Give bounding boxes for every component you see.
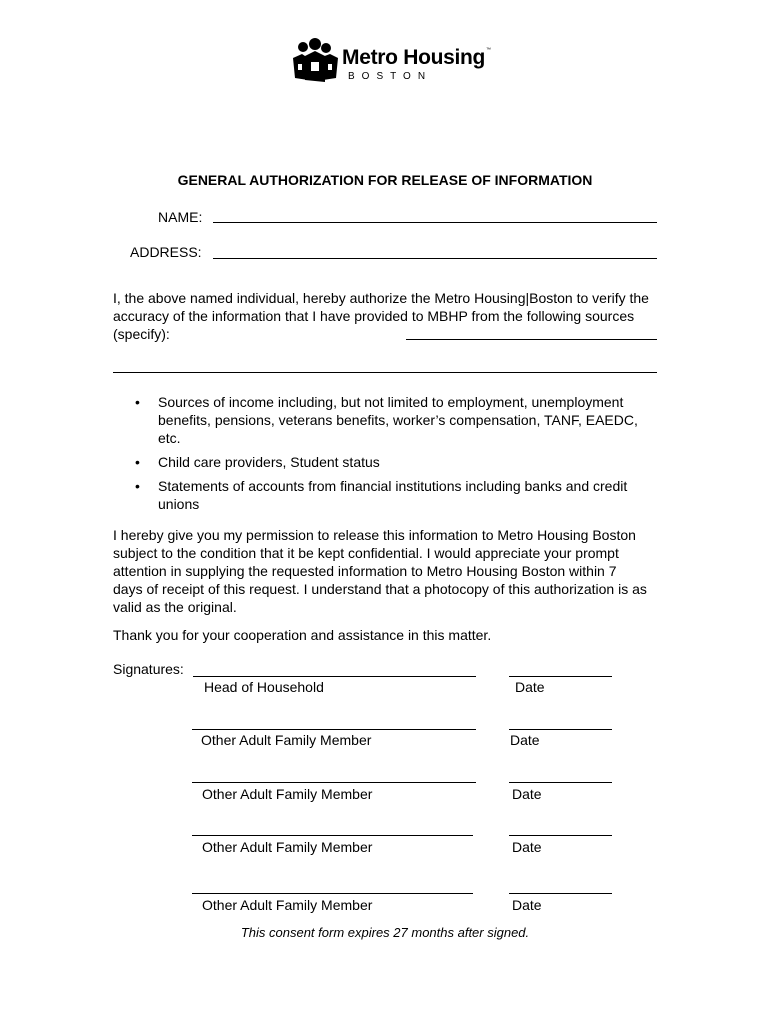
date-line[interactable]: [509, 893, 612, 894]
date-line[interactable]: [509, 729, 612, 730]
date-line[interactable]: [509, 835, 612, 836]
date-line[interactable]: [509, 676, 612, 677]
metro-housing-logo: [290, 38, 500, 88]
signature-role-label: Other Adult Family Member: [202, 897, 373, 913]
date-label: Date: [512, 839, 542, 855]
family-figures-logo-icon: [290, 38, 340, 84]
logo-city: BOSTON: [348, 71, 433, 82]
date-label: Date: [515, 679, 545, 695]
sources-specify-line-2[interactable]: [113, 372, 657, 373]
expiration-note: This consent form expires 27 months after signed.: [240, 925, 530, 940]
signature-role-label: Other Adult Family Member: [202, 839, 373, 855]
sources-list: [130, 393, 650, 519]
list-item-text: Statements of accounts from financial institutions including banks and credit unions: [158, 478, 628, 512]
name-field-line[interactable]: [213, 222, 657, 223]
signature-role-label: Other Adult Family Member: [202, 786, 373, 802]
list-item-text: Child care providers, Student status: [158, 454, 380, 470]
logo-wordmark: Metro Housing: [342, 46, 486, 69]
date-label: Date: [510, 732, 540, 748]
list-item: [130, 393, 650, 447]
signature-line[interactable]: [192, 893, 473, 894]
logo-trademark: ™: [486, 47, 491, 53]
address-field-line[interactable]: [213, 258, 657, 259]
form-title: GENERAL AUTHORIZATION FOR RELEASE OF INFORMATION: [177, 172, 593, 188]
signature-line[interactable]: [192, 835, 473, 836]
signature-line[interactable]: [192, 782, 476, 783]
date-label: Date: [512, 897, 542, 913]
address-label: ADDRESS:: [130, 244, 202, 260]
bullet-glyph: •: [135, 478, 140, 494]
list-item: [130, 453, 650, 471]
thanks-paragraph: Thank you for your cooperation and assistance in this matter.: [113, 627, 492, 643]
bullet-glyph: •: [135, 394, 140, 410]
date-label: Date: [512, 786, 542, 802]
name-label: NAME:: [158, 209, 203, 225]
intro-paragraph: I, the above named individual, hereby authorize the Metro Housing|Boston to verify the accuracy of the information that I have provided to MBHP from the following sources (specify):: [113, 290, 649, 342]
permission-paragraph: I hereby give you my permission to release this information to Metro Housing Boston subject to the condition that it be kept confidential. I would appreciate your prompt attention in supplying the requested information to Metro Housing Boston within 7 days of receipt of this request. I understand that a photocopy of this authorization is as valid as the original.: [113, 527, 647, 615]
bullet-glyph: •: [135, 454, 140, 470]
signature-line[interactable]: [193, 676, 476, 677]
list-item-text: Sources of income including, but not limited to employment, unemployment benefits, pensions, veterans benefits, worker’s compensation, TANF, EAEDC, etc.: [158, 394, 638, 446]
list-item: [130, 477, 650, 513]
signature-line[interactable]: [192, 729, 476, 730]
signatures-label: Signatures:: [113, 661, 184, 677]
sources-specify-line[interactable]: [406, 339, 657, 340]
signature-role-label: Head of Household: [204, 679, 324, 695]
signature-role-label: Other Adult Family Member: [201, 732, 372, 748]
date-line[interactable]: [509, 782, 612, 783]
